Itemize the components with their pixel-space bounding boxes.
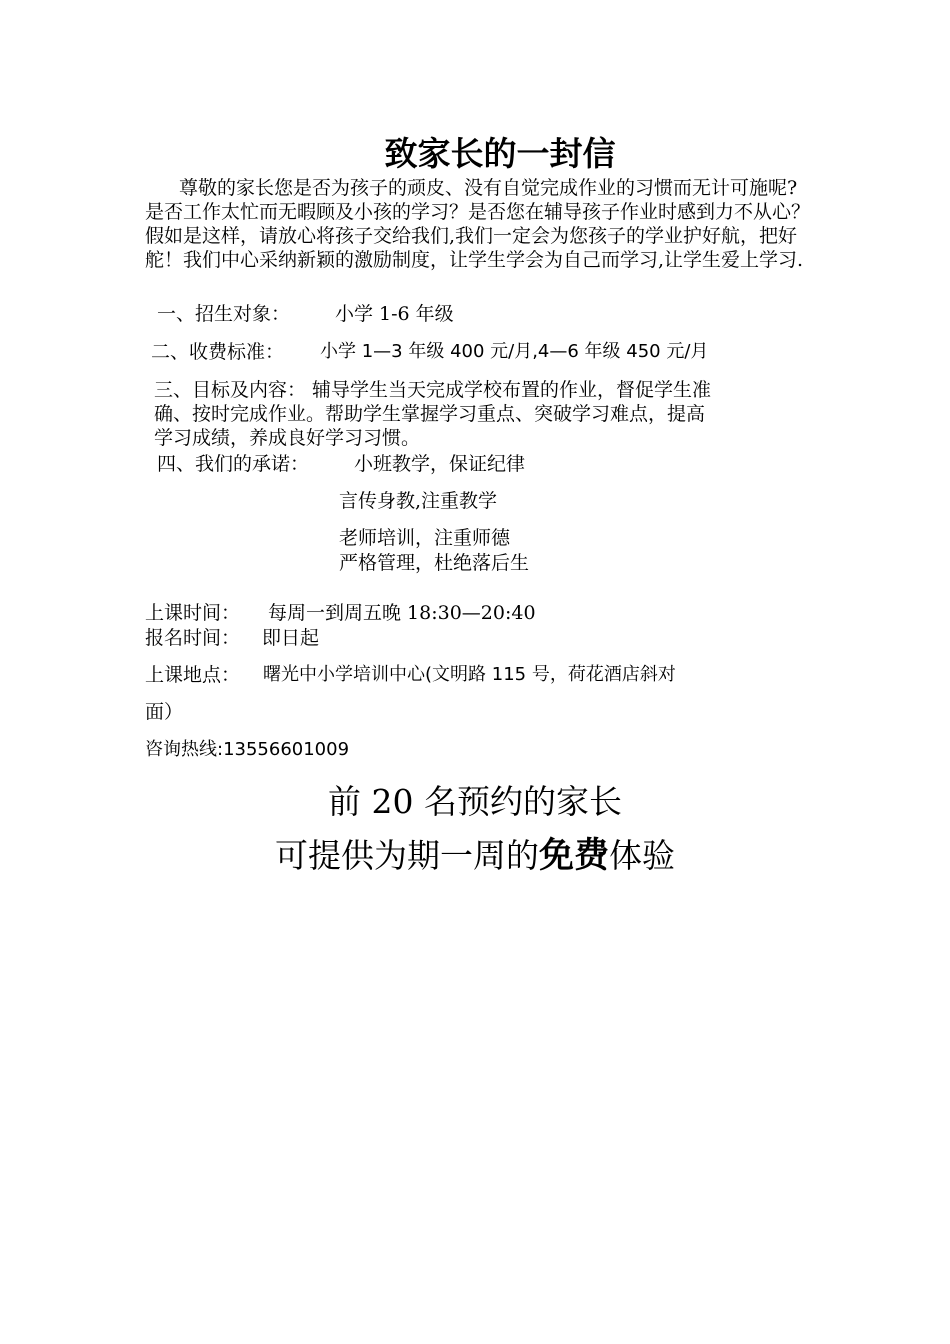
letter-intro <box>145 176 813 272</box>
promise-item: 严格管理，杜绝落后生 <box>339 552 530 574</box>
letter-title: 致家长的一封信 <box>384 134 616 173</box>
signup-label: 报名时间： <box>145 627 241 649</box>
section-1-label: 一、招生对象： <box>157 303 291 325</box>
promise-item: 小班教学，保证纪律 <box>354 453 526 475</box>
section-3-line3: 学习成绩，养成良好学习习惯。 <box>154 427 421 449</box>
class-time-label: 上课时间： <box>145 602 241 624</box>
section-4-label: 四、我们的承诺： <box>157 453 310 475</box>
promise-item: 老师培训，注重师德 <box>339 527 511 549</box>
class-time-value: 每周一到周五晚 18:30—20:40 <box>268 602 536 624</box>
location-continued: 面） <box>145 701 184 723</box>
promise-item: 言传身教,注重教学 <box>339 490 498 512</box>
location-value: 曙光中小学培训中心(文明路 115 号，荷花酒店斜对 <box>263 664 676 685</box>
signup-value: 即日起 <box>262 627 320 649</box>
section-3-line2: 确、按时完成作业。帮助学生掌握学习重点、突破学习难点，提高 <box>154 403 706 425</box>
section-3-line1: 三、目标及内容： 辅导学生当天完成学校布置的作业，督促学生准 <box>154 379 712 401</box>
section-2-label: 二、收费标准： <box>151 341 285 363</box>
intro-text: 尊敬的家长您是否为孩子的顽皮、没有自觉完成作业的习惯而无计可施呢?是否工作太忙而无暇顾及小孩的学习？是否您在辅导孩子作业时感到力不从心？假如是这样，请放心将孩子交给我们,我们一定会为您孩子的学业护好航，把好舵！我们中心采纳新颖的激励制度，让学生学会为自己而学习,让学生爱上学习. <box>145 177 811 271</box>
section-1-value: 小学 1-6 年级 <box>335 303 454 325</box>
promo-line-2 <box>0 828 950 878</box>
promo-text-end: 体验 <box>609 836 675 875</box>
location-label: 上课地点： <box>145 664 241 686</box>
promo-free: 免费 <box>538 835 609 876</box>
promo-text: 可提供为期一周的 <box>274 836 539 875</box>
section-2-value: 小学 1—3 年级 400 元/月,4—6 年级 450 元/月 <box>320 341 709 362</box>
promo-line-1: 前 20 名预约的家长 <box>328 782 622 821</box>
hotline: 咨询热线:13556601009 <box>145 739 350 760</box>
